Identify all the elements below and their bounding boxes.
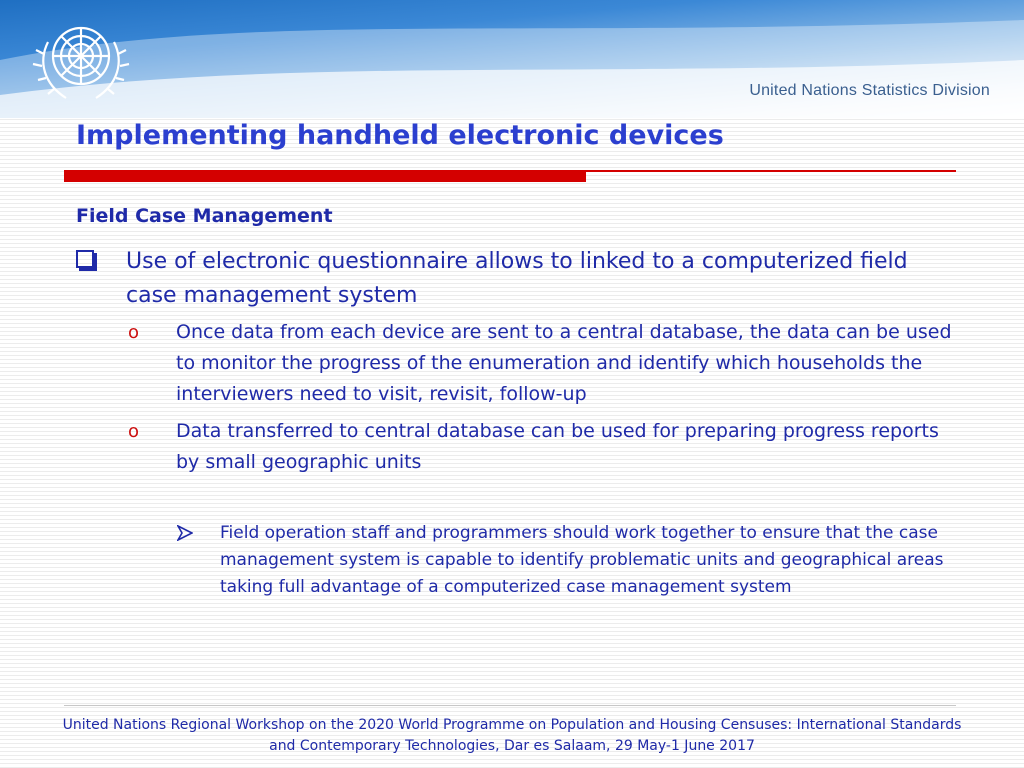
sub-bullet-text: Once data from each device are sent to a central database, the data can be used to monitor the progress of the enumeration and identify which households the interviewers need to visit, revisit, follow-up xyxy=(176,321,952,405)
footer-line-1: United Nations Regional Workshop on the 2020 World Programme on Population and Housing Censuses: International Standards xyxy=(62,717,962,733)
sub-bullet-marker: o xyxy=(128,322,140,343)
section-heading: Field Case Management xyxy=(76,205,333,227)
footer xyxy=(40,715,984,757)
sub-bullet-text: Data transferred to central database can be used for preparing progress reports by small geographic units xyxy=(176,420,939,473)
bullet-level1-text: Use of electronic questionnaire allows to linked to a computerized field case management system xyxy=(126,249,908,308)
organization-name: United Nations Statistics Division xyxy=(749,82,990,99)
footer-divider xyxy=(64,705,956,706)
footer-line-2: and Contemporary Technologies, Dar es Salaam, 29 May-1 June 2017 xyxy=(269,738,755,754)
checkbox-square-icon xyxy=(76,250,94,268)
slide-title: Implementing handheld electronic devices xyxy=(76,120,724,151)
arrow-bullet-icon xyxy=(177,525,193,541)
arrow-bullet-text: Field operation staff and programmers should work together to ensure that the case management system is capable to identify problematic units and geographical areas taking full advantage of a computerized case management system xyxy=(220,523,944,597)
sub-bullet-marker: o xyxy=(128,421,140,442)
